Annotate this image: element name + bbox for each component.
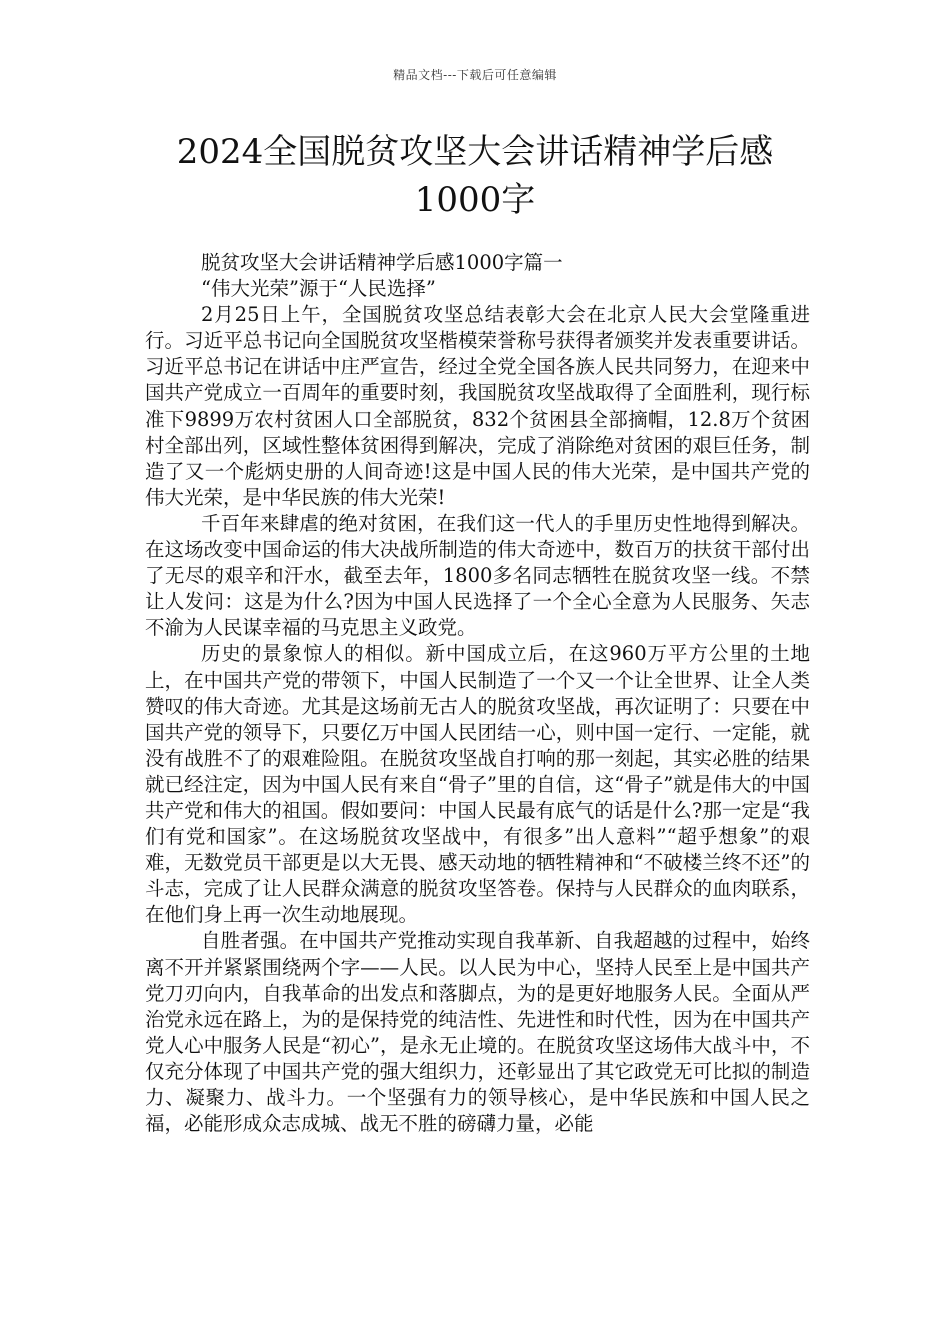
body-paragraph: 2月25日上午，全国脱贫攻坚总结表彰大会在北京人民大会堂隆重进行。习近平总书记向全国脱贫攻坚楷模荣誉称号获得者颁奖并发表重要讲话。习近平总书记在讲话中庄严宣告，经过全党全国各族人民共同努力，在迎来中国共产党成立一百周年的重要时刻，我国脱贫攻坚战取得了全面胜利，现行标准下9899万农村贫困人口全部脱贫，832个贫困县全部摘帽，12.8万个贫困村全部出列，区域性整体贫困得到解决，完成了消除绝对贫困的艰巨任务，制造了又一个彪炳史册的人间奇迹!这是中国人民的伟大光荣，是中国共产党的伟大光荣，是中华民族的伟大光荣! — [145, 303, 810, 509]
section-subtitle: “伟大光荣”源于“人民选择” — [201, 277, 436, 301]
body-paragraph: 自胜者强。在中国共产党推动实现自我革新、自我超越的过程中，始终离不开并紧紧围绕两个字——人民。以人民为中心，坚持人民至上是中国共产党刀刃向内，自我革命的出发点和落脚点，为的是更好地服务人民。全面从严治党永远在路上，为的是保持党的纯洁性、先进性和时代性，因为在中国共产党人心中服务人民是“初心”，是永无止境的。在脱贫攻坚这场伟大战斗中，不仅充分体现了中国共产党的强大组织力，还彰显出了其它政党无可比拟的制造力、凝聚力、战斗力。一个坚强有力的领导核心，是中华民族和中国人民之福，必能形成众志成城、战无不胜的磅礴力量，必能 — [145, 929, 810, 1136]
body-paragraph: 千百年来肆虐的绝对贫困，在我们这一代人的手里历史性地得到解决。在这场改变中国命运的伟大决战所制造的伟大奇迹中，数百万的扶贫干部付出了无尽的艰辛和汗水，截至去年，1800多名同志牺牲在脱贫攻坚一线。不禁让人发问：这是为什么?因为中国人民选择了一个全心全意为人民服务、矢志不渝为人民谋幸福的马克思主义政党。 — [145, 511, 810, 640]
page-header-note: 精品文档---下载后可任意编辑 — [393, 68, 557, 82]
body-paragraph: 历史的景象惊人的相似。新中国成立后，在这960万平方公里的土地上，在中国共产党的带领下，中国人民制造了一个又一个让全世界、让全人类赞叹的伟大奇迹。尤其是这场前无古人的脱贫攻坚战，再次证明了：只要在中国共产党的领导下，只要亿万中国人民团结一心，则中国一定行、一定能，就没有战胜不了的艰难险阻。在脱贫攻坚战自打响的那一刻起，其实必胜的结果就已经注定，因为中国人民有来自“骨子”里的自信，这“骨子”就是伟大的中国共产党和伟大的祖国。假如要问：中国人民最有底气的话是什么?那一定是“我们有党和国家”。在这场脱贫攻坚战中，有很多”出人意料”“超乎想象”的艰难，无数党员干部更是以大无畏、感天动地的牺牲精神和“不破楼兰终不还”的斗志，完成了让人民群众满意的脱贫攻坚答卷。保持与人民群众的血肉联系，在他们身上再一次生动地展现。 — [145, 642, 810, 927]
document-body — [145, 250, 810, 1137]
title-line-1: 2024全国脱贫攻坚大会讲话精神学后感 — [176, 132, 774, 172]
section-heading: 脱贫攻坚大会讲话精神学后感1000字篇一 — [201, 251, 563, 274]
title-line-2: 1000字 — [414, 180, 536, 220]
document-title — [140, 128, 810, 224]
